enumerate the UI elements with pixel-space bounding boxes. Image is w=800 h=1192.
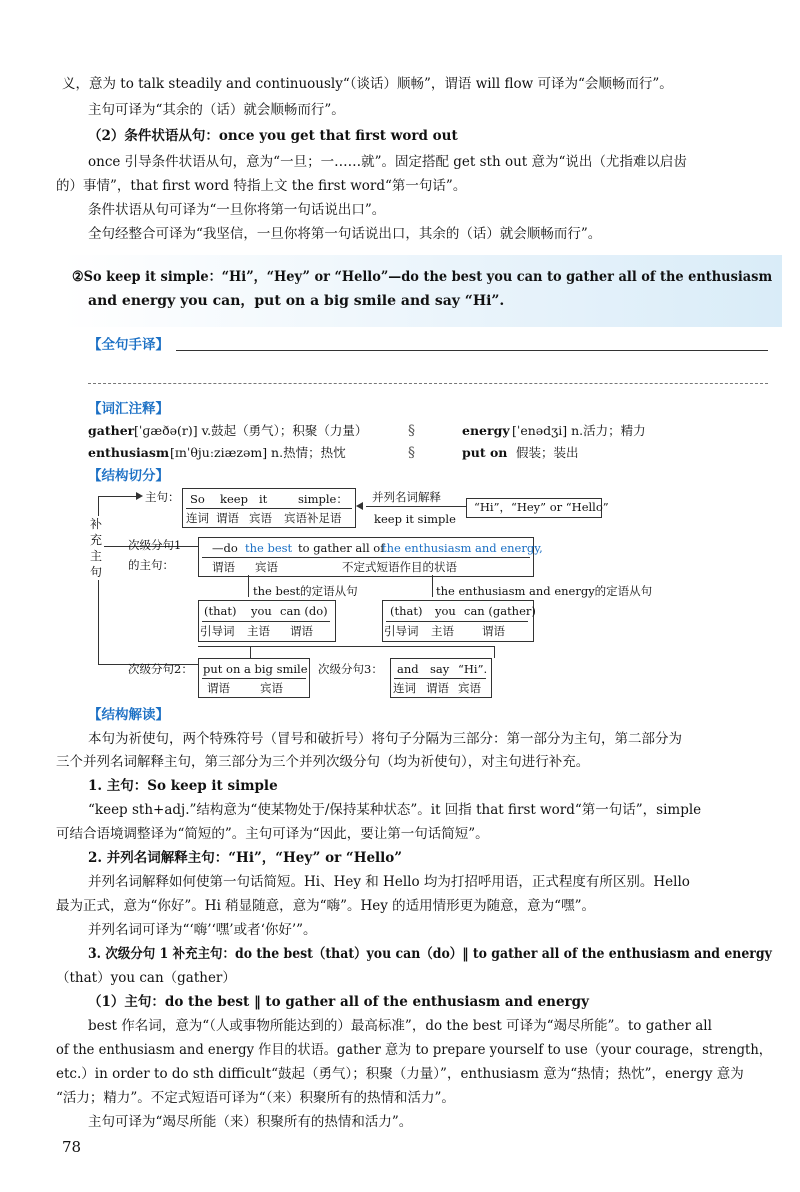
analysis-p1b: 三个并列名词解释主句，第三部分为三个并列次级分句（均为祈使句），对主句进行补充。 bbox=[56, 754, 590, 770]
underline bbox=[202, 678, 306, 679]
spiral-divider-icon: § bbox=[408, 423, 415, 439]
vocab-gather-def: [ˈɡæðə(r)] v.鼓起（勇气）；积聚（力量） bbox=[134, 423, 368, 438]
vocab-puton-word: put on bbox=[462, 445, 508, 460]
arrow-left-icon bbox=[356, 502, 363, 510]
rel1-can: can (do) bbox=[280, 604, 328, 618]
example-sentence-block bbox=[62, 255, 782, 327]
s3-t2: 谓语 bbox=[426, 681, 449, 695]
rel2-label: the enthusiasm and energy的定语从句 bbox=[436, 584, 653, 598]
section-divider bbox=[88, 383, 768, 384]
analysis-p2a: “keep sth+adj.”结构意为“使某物处于/保持某种状态”。it 回指 that first word“第一句话”，simple bbox=[88, 802, 702, 818]
analysis-label: 【结构解读】 bbox=[88, 707, 169, 723]
word-so: So bbox=[190, 492, 205, 506]
s1-enth: the enthusiasm and energy, bbox=[382, 541, 543, 555]
s2-t1: 谓语 bbox=[207, 681, 230, 695]
analysis-h4: （1）主句：do the best ‖ to gather all of the enthusiasm and energy bbox=[88, 994, 589, 1010]
analysis-p2b: 可结合语境调整译为“简短的”。主句可译为“因此，要让第一句话简短”。 bbox=[56, 826, 489, 842]
analysis-p3a: 并列名词解释如何使第一句话简短。Hi、Hey 和 Hello 均为打招呼用语，正式程度有所区别。Hello bbox=[88, 874, 690, 890]
sentence-line-1: ②So keep it simple：“Hi”，“Hey” or “Hello”—do the best you can to gather all of the enthusiasm bbox=[72, 269, 773, 285]
rel2-you: you bbox=[435, 604, 456, 618]
rel2-can: can (gather) bbox=[464, 604, 536, 618]
s2-puton: put on bbox=[203, 662, 241, 676]
tag-pred: 谓语 bbox=[216, 511, 239, 525]
connector bbox=[250, 646, 251, 658]
connector bbox=[198, 646, 494, 647]
s3-and: and bbox=[397, 662, 419, 676]
word-it: it bbox=[259, 492, 268, 506]
translate-label: 【全句手译】 bbox=[88, 337, 169, 353]
s3-say: say bbox=[430, 662, 450, 676]
tag-comp: 宾语补足语 bbox=[284, 511, 342, 525]
rel1-t3: 谓语 bbox=[290, 624, 313, 638]
rel2-t2: 主语 bbox=[431, 624, 454, 638]
appos-box-text: “Hi”，“Hey” or “Hello” bbox=[474, 500, 609, 514]
analysis-h2: 2. 并列名词解释主句：“Hi”，“Hey” or “Hello” bbox=[88, 850, 403, 866]
rel1-t1: 引导词 bbox=[200, 624, 235, 638]
rel1-you: you bbox=[251, 604, 272, 618]
underline bbox=[202, 621, 330, 622]
intro-line-5: 条件状语从句可译为“一旦你将第一句话说出口”。 bbox=[88, 202, 386, 218]
analysis-p4b: of the enthusiasm and energy 作目的状语。gather 意为 to prepare yourself to use（your courage，strength， bbox=[56, 1042, 772, 1058]
vocab-energy-def: [ˈenədʒi] n.活力；精力 bbox=[512, 423, 646, 438]
sub2-label: 次级分句2： bbox=[128, 662, 193, 676]
main-clause-label: 主句： bbox=[145, 490, 180, 504]
analysis-p4c: etc.）in order to do sth difficult“鼓起（勇气）；积聚（力量）”，enthusiasm 意为“热情；热忱”，energy 意为 bbox=[56, 1066, 744, 1082]
s3-t1: 连词 bbox=[393, 681, 416, 695]
connector bbox=[432, 575, 433, 597]
sentence-line-2: and energy you can，put on a big smile and say “Hi”. bbox=[88, 293, 505, 309]
rel2-that: (that) bbox=[390, 604, 423, 618]
tag-obj: 宾语 bbox=[249, 511, 272, 525]
vocab-puton-def: 假装；装出 bbox=[516, 445, 579, 460]
translate-answer-line[interactable] bbox=[176, 350, 768, 351]
analysis-p4a: best 作名词，意为“（人或事物所能达到的）最高标准”，do the best 可译为“竭尽所能”。to gather all bbox=[88, 1018, 712, 1034]
appos-line bbox=[366, 506, 466, 507]
intro-line-2: 主句可译为“其余的（话）就会顺畅而行”。 bbox=[88, 102, 345, 118]
rel1-that: (that) bbox=[204, 604, 237, 618]
underline bbox=[202, 557, 530, 558]
connector bbox=[248, 575, 249, 597]
vocab-enthusiasm-def: [ɪnˈθjuːziæzəm] n.热情；热忱 bbox=[170, 445, 346, 460]
vocab-gather-word: gather bbox=[88, 423, 135, 438]
intro-line-3: once 引导条件状语从句，意为“一旦；一……就”。固定搭配 get sth out 意为“说出（尤指难以启齿 bbox=[88, 154, 687, 170]
s3-t3: 宾语 bbox=[458, 681, 481, 695]
page-number: 78 bbox=[62, 1138, 82, 1156]
vocab-label: 【词汇注释】 bbox=[88, 401, 169, 417]
analysis-h3: 3. 次级分句 1 补充主句：do the best（that）you can（do）‖ to gather all of the enthusiasm and energy bbox=[88, 946, 772, 962]
appos-label: 并列名词解释 bbox=[372, 490, 441, 504]
word-simple: simple： bbox=[298, 492, 348, 506]
intro-line-6: 全句经整合可译为“我坚信，一旦你将第一句话说出口，其余的（话）就会顺畅而行”。 bbox=[88, 226, 602, 242]
supplement-label: 补充主句 bbox=[90, 517, 103, 579]
s1-do: —do bbox=[212, 541, 238, 555]
bracket-line bbox=[98, 496, 136, 497]
analysis-h3b: （that）you can（gather） bbox=[56, 970, 236, 986]
connector bbox=[494, 646, 495, 658]
s1-tag-inf: 不定式短语作目的状语 bbox=[342, 560, 457, 574]
sub1-label-1: 次级分句1 bbox=[128, 538, 182, 552]
analysis-p5: 主句可译为“竭尽所能（来）积聚所有的热情和活力”。 bbox=[88, 1114, 413, 1130]
word-keep: keep bbox=[220, 492, 248, 506]
analysis-h1: 1. 主句：So keep it simple bbox=[88, 778, 278, 794]
analysis-p1a: 本句为祈使句，两个特殊符号（冒号和破折号）将句子分隔为三部分：第一部分为主句，第二部分为 bbox=[88, 731, 682, 747]
analysis-p4d: “活力；精力”。不定式短语可译为“（来）积聚所有的热情和活力”。 bbox=[56, 1090, 455, 1106]
underline bbox=[386, 621, 528, 622]
structure-label: 【结构切分】 bbox=[88, 468, 169, 484]
s3-hi: “Hi”. bbox=[458, 662, 488, 676]
rel1-t2: 主语 bbox=[247, 624, 270, 638]
underline bbox=[186, 508, 352, 509]
appos-kis: keep it simple bbox=[374, 512, 456, 526]
sub1-label-2: 的主句： bbox=[128, 558, 174, 572]
s1-best: the best bbox=[245, 541, 293, 555]
analysis-p3b: 最为正式，意为“你好”。Hi 稍显随意，意为“嗨”。Hey 的适用情形更为随意，意为“嘿”。 bbox=[56, 898, 595, 914]
sub3-label: 次级分句3： bbox=[318, 662, 383, 676]
s1-tag-obj: 宾语 bbox=[255, 560, 278, 574]
vocab-energy-word: energy bbox=[462, 423, 510, 438]
rel2-t1: 引导词 bbox=[384, 624, 419, 638]
rel2-t3: 谓语 bbox=[482, 624, 505, 638]
s1-tag-pred: 谓语 bbox=[212, 560, 235, 574]
underline bbox=[394, 678, 486, 679]
arrow-right-icon bbox=[136, 492, 143, 500]
vocab-enthusiasm-word: enthusiasm bbox=[88, 445, 170, 460]
s1-gather: to gather all of bbox=[298, 541, 385, 555]
intro-line-4: 的）事情”，that first word 特指上文 the first word“第一句话”。 bbox=[56, 178, 467, 194]
s2-smile: a big smile bbox=[244, 662, 308, 676]
rel1-label: the best的定语从句 bbox=[253, 584, 358, 598]
tag-conj: 连词 bbox=[186, 511, 209, 525]
spiral-divider-icon: § bbox=[408, 445, 415, 461]
intro-line-1: 义，意为 to talk steadily and continuously“（谈话）顺畅”，谓语 will flow 可译为“会顺畅而行”。 bbox=[62, 76, 673, 92]
s2-t2: 宾语 bbox=[260, 681, 283, 695]
analysis-p3c: 并列名词可译为“‘嗨’‘嘿’或者‘你好’”。 bbox=[88, 922, 317, 938]
intro-heading-2: （2）条件状语从句：once you get that first word out bbox=[88, 128, 458, 144]
